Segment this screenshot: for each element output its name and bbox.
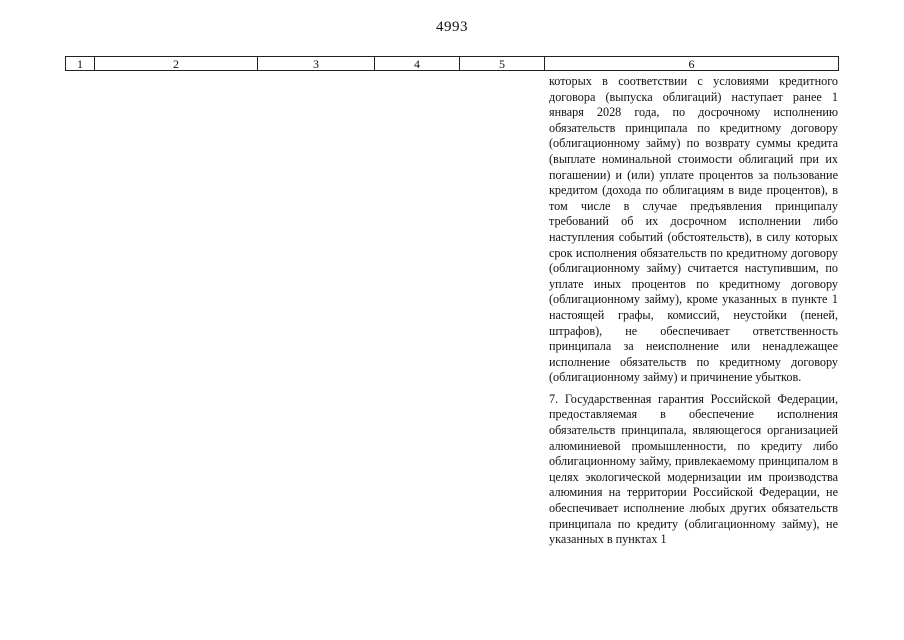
paragraph-continuation: которых в соответствии с условиями кредитного договора (выпуска облигаций) наступает ранее 1 января 2028 года, по досрочному исполнению обязательств принципала по кредитному договору (облигационному займу) по возврату суммы кредита (выплате номинальной стоимости облигаций при их погашении) и (или) уплате процентов за пользование кредитом (дохода по облигациям в виде процентов), в том числе в случае предъявления принципалу требований об их досрочном исполнении либо наступления событий (обстоятельств), в силу которых срок исполнения обязательств по кредитному договору (облигационному займу) считается наступившим, по уплате иных процентов по кредитному договору (облигационному займу), кроме указанных в пункте 1 настоящей графы, комиссий, неустойки (пеней, штрафов), не обеспечивает ответственность принципала за неисполнение или ненадлежащее исполнение обязательств по кредитному договору (облигационному займу) и причинение убытков.	[549, 74, 838, 385]
column-number-2: 2	[95, 57, 258, 71]
column-number-3: 3	[258, 57, 375, 71]
page-number: 4993	[436, 19, 468, 35]
column-number-1: 1	[66, 57, 95, 71]
column-6-text	[549, 74, 838, 548]
column-number-6: 6	[545, 57, 839, 71]
column-number-5: 5	[460, 57, 545, 71]
paragraph-7: 7. Государственная гарантия Российской Федерации, предоставляемая в обеспечение исполнения обязательств принципала, являющегося организацией алюминиевой промышленности, по кредиту либо облигационному займу, привлекаемому принципалом в целях экологической модернизации им производства алюминия на территории Российской Федерации, не обеспечивает исполнение любых других обязательств принципала по кредиту (облигационному займу), не указанных в пунктах 1	[549, 391, 838, 547]
table-column-header-row	[65, 56, 839, 71]
column-number-4: 4	[375, 57, 460, 71]
